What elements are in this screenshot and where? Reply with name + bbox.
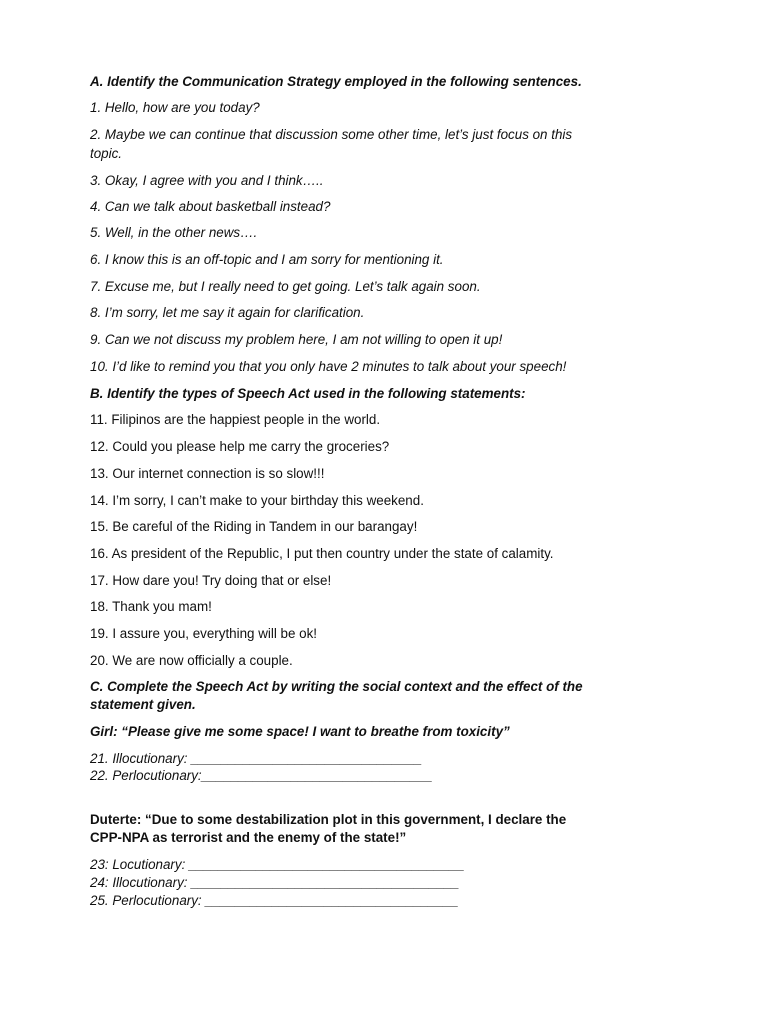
list-item: 1. Hello, how are you today? [90, 100, 260, 115]
list-item: 19. I assure you, everything will be ok! [90, 626, 318, 641]
duterte-quote-line1: Duterte: “Due to some destabilization plot in this government, I declare the [90, 812, 567, 827]
section-b-heading: B. Identify the types of Speech Act used in the following statements: [90, 386, 526, 401]
list-item: 13. Our internet connection is so slow!!! [90, 466, 325, 481]
list-item: 6. I know this is an off-topic and I am sorry for mentioning it. [90, 252, 444, 267]
list-item: 7. Excuse me, but I really need to get going. Let’s talk again soon. [90, 279, 481, 294]
girl-quote: Girl: “Please give me some space! I want to breathe from toxicity” [90, 724, 510, 739]
list-item: 14. I’m sorry, I can’t make to your birthday this weekend. [90, 493, 424, 508]
list-item: 5. Well, in the other news…. [90, 225, 258, 240]
duterte-quote-line2: CPP-NPA as terrorist and the enemy of the state!” [90, 830, 407, 845]
list-item: 4. Can we talk about basketball instead? [90, 199, 331, 214]
section-c-heading-line2: statement given. [90, 697, 196, 712]
list-item: 3. Okay, I agree with you and I think….. [90, 173, 324, 188]
list-item: 11. Filipinos are the happiest people in the world. [90, 412, 381, 427]
section-a-heading: A. Identify the Communication Strategy employed in the following sentences. [90, 74, 582, 89]
answer-line-22: 22. Perlocutionary:_______________________________ [90, 768, 433, 783]
list-item: 9. Can we not discuss my problem here, I am not willing to open it up! [90, 332, 503, 347]
list-item: 2. Maybe we can continue that discussion some other time, let’s just focus on this [90, 127, 573, 142]
list-item: 10. I’d like to remind you that you only have 2 minutes to talk about your speech! [90, 359, 567, 374]
section-c-heading-line1: C. Complete the Speech Act by writing the social context and the effect of the [90, 679, 583, 694]
list-item: 16. As president of the Republic, I put then country under the state of calamity. [90, 546, 554, 561]
list-item: topic. [90, 146, 123, 161]
answer-line-23: 23: Locutionary: _____________________________________ [90, 857, 465, 872]
list-item: 20. We are now officially a couple. [90, 653, 293, 668]
list-item: 12. Could you please help me carry the groceries? [90, 439, 390, 454]
answer-line-24: 24: Illocutionary: ____________________________________ [90, 875, 460, 890]
list-item: 17. How dare you! Try doing that or else! [90, 573, 332, 588]
list-item: 15. Be careful of the Riding in Tandem in our barangay! [90, 519, 418, 534]
list-item: 18. Thank you mam! [90, 599, 212, 614]
answer-line-21: 21. Illocutionary: _______________________________ [90, 751, 423, 766]
list-item: 8. I’m sorry, let me say it again for clarification. [90, 305, 365, 320]
answer-line-25: 25. Perlocutionary: __________________________________ [90, 893, 459, 908]
